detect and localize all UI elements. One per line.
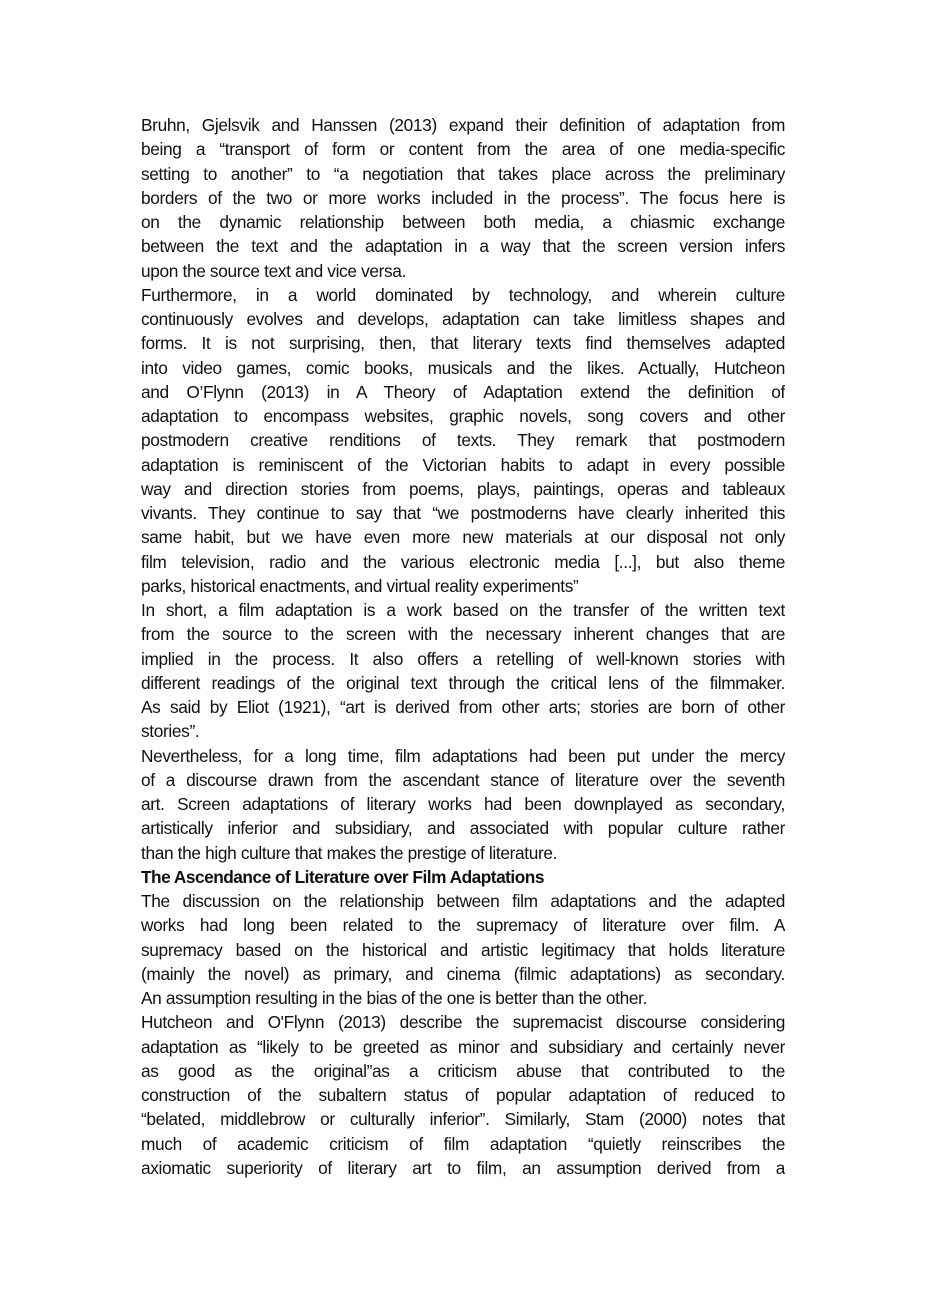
text-line: different readings of the original text through the critical lens of the filmmaker. bbox=[141, 672, 785, 693]
paragraph-supremacist-discourse bbox=[141, 1010, 785, 1180]
text-line: than the high culture that makes the prestige of literature. bbox=[141, 842, 558, 863]
text-line: artistically inferior and subsidiary, and associated with popular culture rather bbox=[141, 818, 785, 839]
text-line: forms. It is not surprising, then, that literary texts find themselves adapted bbox=[141, 333, 785, 354]
text-line: Bruhn, Gjelsvik and Hanssen (2013) expand their definition of adaptation from bbox=[141, 115, 785, 135]
text-line: much of academic criticism of film adaptation “quietly reinscribes the bbox=[141, 1133, 785, 1154]
section-heading-text: The Ascendance of Literature over Film Adaptations bbox=[141, 866, 544, 887]
text-line: adaptation is reminiscent of the Victorian habits to adapt in every possible bbox=[141, 454, 785, 475]
paragraph-supremacy-discussion bbox=[141, 889, 785, 1010]
text-line: art. Screen adaptations of literary works had been downplayed as secondary, bbox=[141, 794, 785, 814]
text-line: vivants. They continue to say that “we postmoderns have clearly inherited this bbox=[141, 503, 785, 523]
text-line: between the text and the adaptation in a way that the screen version infers bbox=[141, 236, 785, 257]
text-line: Hutcheon and O'Flynn (2013) describe the supremacist discourse considering bbox=[141, 1012, 785, 1033]
text-line: implied in the process. It also offers a retelling of well-known stories with bbox=[141, 648, 785, 669]
paragraph-postmodern-adaptation bbox=[141, 283, 785, 598]
text-line: of a discourse drawn from the ascendant stance of literature over the seventh bbox=[141, 769, 785, 790]
text-line: and O’Flynn (2013) in A Theory of Adaptation extend the definition of bbox=[141, 381, 785, 402]
text-line: Furthermore, in a world dominated by technology, and wherein culture bbox=[141, 284, 785, 305]
text-line: construction of the subaltern status of popular adaptation of reduced to bbox=[141, 1085, 785, 1105]
text-line: “belated, middlebrow or culturally inferior”. Similarly, Stam (2000) notes that bbox=[141, 1109, 785, 1130]
text-line: borders of the two or more works included in the process”. The focus here is bbox=[141, 187, 785, 208]
text-line: as good as the original”as a criticism abuse that contributed to the bbox=[141, 1060, 785, 1081]
text-line: supremacy based on the historical and artistic legitimacy that holds literature bbox=[141, 939, 785, 960]
text-line: adaptation as “likely to be greeted as minor and subsidiary and certainly never bbox=[141, 1036, 785, 1057]
text-line: adaptation to encompass websites, graphic novels, song covers and other bbox=[141, 406, 785, 426]
text-line: upon the source text and vice versa. bbox=[141, 260, 407, 281]
text-line: same habit, but we have even more new materials at our disposal not only bbox=[141, 527, 785, 548]
text-line: into video games, comic books, musicals and the likes. Actually, Hutcheon bbox=[141, 357, 785, 378]
text-line: An assumption resulting in the bias of the one is better than the other. bbox=[141, 988, 648, 1008]
text-line: from the source to the screen with the necessary inherent changes that are bbox=[141, 624, 785, 645]
text-line: stories”. bbox=[141, 721, 200, 742]
text-line: setting to another” to “a negotiation that takes place across the preliminary bbox=[141, 163, 785, 184]
text-line: works had long been related to the supremacy of literature over film. A bbox=[141, 915, 785, 936]
text-line: postmodern creative renditions of texts. They remark that postmodern bbox=[141, 430, 785, 451]
text-line: Nevertheless, for a long time, film adaptations had been put under the mercy bbox=[141, 745, 785, 766]
text-line: (mainly the novel) as primary, and cinema (filmic adaptations) as secondary. bbox=[141, 963, 785, 984]
text-line: axiomatic superiority of literary art to film, an assumption derived from a bbox=[141, 1157, 785, 1178]
section-heading bbox=[141, 865, 785, 889]
document-page bbox=[141, 113, 785, 1180]
text-line: In short, a film adaptation is a work based on the transfer of the written text bbox=[141, 600, 785, 620]
text-line: way and direction stories from poems, plays, paintings, operas and tableaux bbox=[141, 478, 785, 499]
text-line: The discussion on the relationship between film adaptations and the adapted bbox=[141, 891, 785, 911]
paragraph-literature-stance bbox=[141, 744, 785, 865]
text-line: being a “transport of form or content from the area of one media-specific bbox=[141, 139, 785, 160]
paragraph-film-adaptation-summary bbox=[141, 598, 785, 744]
text-line: As said by Eliot (1921), “art is derived from other arts; stories are born of other bbox=[141, 697, 785, 717]
text-line: on the dynamic relationship between both media, a chiasmic exchange bbox=[141, 212, 785, 232]
text-line: continuously evolves and develops, adaptation can take limitless shapes and bbox=[141, 309, 785, 329]
text-line: parks, historical enactments, and virtual reality experiments” bbox=[141, 575, 579, 596]
text-line: film television, radio and the various electronic media [...], but also theme bbox=[141, 551, 785, 572]
paragraph-adaptation-definition bbox=[141, 113, 785, 283]
